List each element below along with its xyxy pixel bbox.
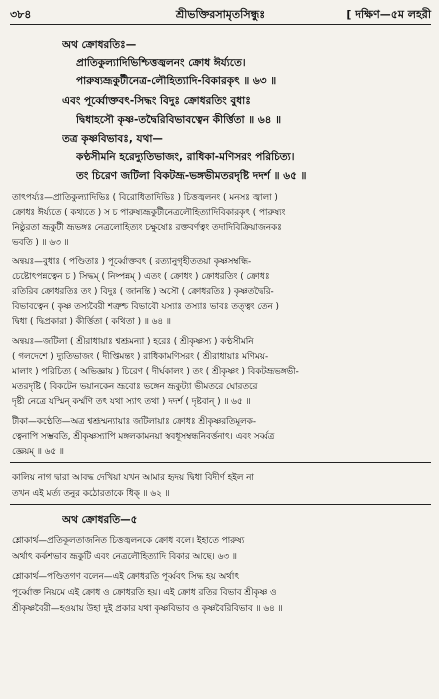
commentary-line: নিষ্ঠুরতা ভ্রূকুটী ভ্রূভঙ্গঃ নেত্রলোহিত্যং চক্ষুষোঃ রক্তবর্ণত্বং তদাদিবিক্রিয়াজনকঃ [12, 223, 282, 233]
section-rule [10, 504, 431, 505]
shlokartha-line: পূর্ব্বোক্ত নিয়মে এই ক্রোধ ও ক্রোধরতি হয়। এই ক্রোধ রতির বিভাব শ্রীকৃষ্ণ ও [12, 588, 277, 598]
section-label: [ দক্ষিণ—৫ম লহরী [346, 8, 431, 21]
verse-line: পারুষ্যভ্রূকুটীনেত্র-লৌহিত্যাদি-বিকারকৃৎ ॥ ৬৩ ॥ [76, 75, 277, 87]
verse-heading: অথ ক্রোধরতিঃ— [62, 39, 137, 51]
verse-line: তত্র কৃষ্ণবিভাবঃ, যথা— [62, 133, 163, 145]
commentary-line: রতিরিব ক্রোধরতিঃ তং ) বিদুঃ ( জানন্তি ) অসৌ ( ক্রোধরতিঃ ) কৃষ্ণতদ্বৈরি- [12, 287, 274, 297]
section-rule [10, 462, 431, 463]
shlokartha-line: শ্রীকৃষ্ণবৈরী—হওয়ায় উহা দুই প্রকার যথা কৃষ্ণবিভাব ও কৃষ্ণবৈরিবিভাব ॥ ৬৪ ॥ [12, 604, 283, 614]
commentary-line: দৃষ্টী নেত্রে যস্মিন্ কর্ম্মণি তৎ যথা স্যাৎ তথা ) দদর্শ ( দৃষ্টবান্ ) ॥ ৬৫ ॥ [12, 397, 251, 407]
commentary-line: মালাং ) পরিচিত্য ( অভিজ্ঞায় ) চিরেণ ( দীর্ঘকালং ) তং ( শ্রীকৃষ্ণং ) বিকটভ্রূভঙ্গভী- [12, 367, 299, 377]
shlokartha-line: শ্লোকার্থ—প্রতিকূলতাজনিত চিত্তজ্বলনকে ক্রোধ বলে। ইহাতে পারুষ্য [12, 536, 245, 546]
commentary-line: ভবতি ) ॥ ৬৩ ॥ [12, 238, 69, 248]
commentary-line: বিভাবত্বেন ( কৃষ্ণ তস্যবৈরী শত্রুশ্চ বিভাবৌ যস্যাঃ তস্যাঃ ভাবঃ তত্ত্বং তেন ) [12, 302, 279, 312]
verse-line: তং চিরেণ জটিলা বিকটভ্রূ-ভঙ্গভীমতরদৃষ্টি দদর্শ ॥ ৬৫ ॥ [76, 170, 307, 182]
shlokartha-line: অর্থাৎ কর্কশভাব ভ্রূকুটি এবং নেত্রলৌহিত্যাদি বিকার আছে। ৬৩ ॥ [12, 552, 237, 562]
translation-line: কালিয় নাগ দ্বারা আবদ্ধ দেখিয়া যখন আমার হৃদয় দ্বিধা বিদীর্ণ হইল না [12, 473, 254, 483]
commentary-line: ( গলদেশে ) দ্যুতিভাজং ( দীপ্তিমন্তং ) রাধিকামণিসরং ( শ্রীরাধায়াঃ মণিময়- [12, 352, 269, 362]
header-rule [10, 24, 431, 25]
bengali-heading: অথ ক্রোধরতি—৫ [62, 514, 138, 526]
commentary-line: ক্রোধঃ ঈর্য্যতে ( কথ্যতে ) স চ পারুষ্যভ্রূকুটীনেত্রলৌহিত্যাদিবিকারকৃৎ ( পারুষ্যং [12, 208, 286, 218]
verse-line: এবং পূর্ব্বোক্তবৎ-সিদ্ধং বিদুঃ ক্রোধরতিং বুধাঃ [62, 95, 251, 107]
page-number: ৩৮৪ [10, 8, 32, 21]
tika-line: ত্বেনাপি সম্ভবতি, শ্রীকৃষ্ণস্যাপি মঙ্গলকামনয়া স্ববধূসম্বন্ধনিবর্ত্তনাৎ। এবং সর্ব্বত্র [12, 432, 275, 442]
commentary-line: অন্বয়ঃ—বুধাঃ ( পণ্ডিতাঃ ) পূর্ব্বোক্তবৎ ( রত্যানুগৃহীততয়া কৃষ্ণসম্বন্ধি- [12, 257, 252, 267]
commentary-line: তাৎপর্য্যঃ—প্রাতিকুল্যাদিভিঃ ( বিরোধিতাদিভিঃ ) চিত্তজ্বলনং ( মনসঃ জ্বালা ) [12, 193, 278, 203]
translation-line: তখন এই মর্ত্য তনুর কঠোরতাকে ধিক্ ॥ ৬২ ॥ [12, 489, 170, 499]
running-title: শ্রীভক্তিরসামৃতসিন্ধুঃ [175, 8, 266, 21]
shlokartha-line: শ্লোকার্থ—পণ্ডিতগণ বলেন—এই ক্রোধরতি পূর্ব্ববৎ সিদ্ধ হয় অর্থাৎ [12, 572, 240, 582]
commentary-line: চেষ্টোৎপন্নত্বেন চ ) সিদ্ধম্ ( নিষ্পন্নম্ ) এতং ( ক্রোধং ) ক্রোধরতিং ( ক্রোধঃ [12, 272, 270, 282]
commentary-line: মতরদৃষ্টি ( বিকটেন ভয়ানকেন ভ্রূবোঃ ভঙ্গেন ভ্রূকুট্যা ভীমতরে ঘোরতরে [12, 382, 258, 392]
tika-line: জ্ঞেয়ম্ ॥ ৬৫ ॥ [12, 447, 64, 457]
verse-line: কণ্ঠসীমনি হরেদ্যুতিভাজং, রাধিকা-মণিসরং পরিচিত্য। [76, 151, 295, 163]
verse-line: প্রাতিকুল্যাদিভিশ্চিত্তজ্বলনং ক্রোধ ঈর্য্যতে। [76, 57, 246, 69]
commentary-line: অন্বয়ঃ—জটিলা ( শ্রীরাধায়াঃ শ্বশ্রূমন্যা ) হরেঃ ( শ্রীকৃষ্ণস্য ) কণ্ঠসীমনি [12, 337, 254, 347]
tika-line: টীকা—কণ্ঠেতি—অত্র শ্বশ্রূম্মন্যায়াঃ জটিলায়াঃ ক্রোধঃ শ্রীকৃষ্ণরতিমূলক- [12, 417, 257, 427]
verse-line: দ্বিধাহসৌ কৃষ্ণ-তদ্বৈরিবিভাবত্বেন কীর্ত্তিতা ॥ ৬৪ ॥ [76, 114, 282, 126]
commentary-line: দ্বিধা ( দ্বিপ্রকারা ) কীর্ত্তিতা ( কথিতা ) ॥ ৬৪ ॥ [12, 317, 171, 327]
page-header [10, 3, 431, 23]
